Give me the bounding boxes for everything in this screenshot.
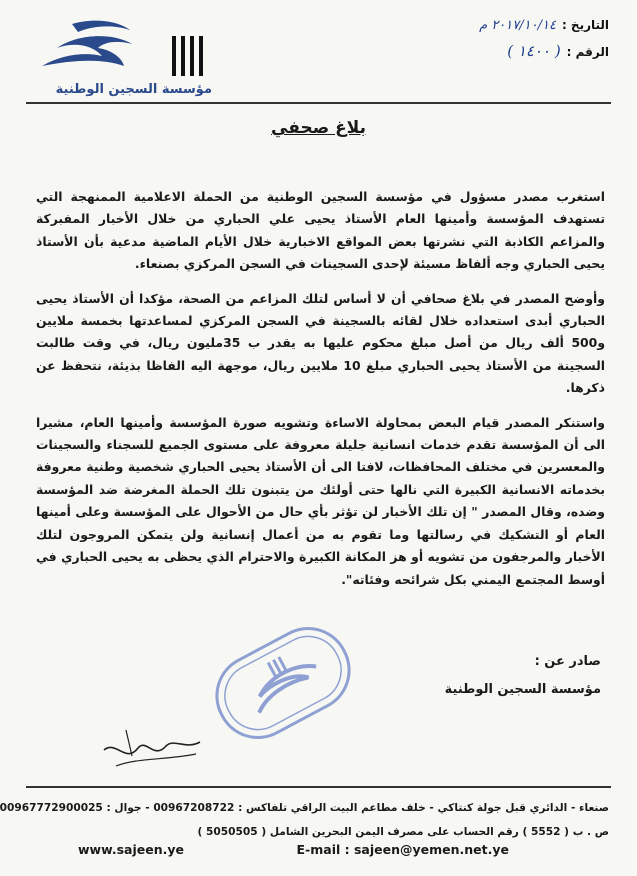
document-title: بلاغ صحفي — [271, 118, 366, 138]
signature — [96, 720, 206, 776]
paragraph: استغرب مصدر مسؤول في مؤسسة السجين الوطنية من الحملة الاعلامية الممنهجة التي تستهدف المؤسسة وأمينها العام الأستاذ يحيى علي الحباري من خلال الأخبار المفبركة والمزاعم الكاذبة التي نشرتها بعض المواقع الاخبارية خلال الأيام الماضية مدعية بأن الأستاذ يحيى الحباري وجه ألفاظ مسيئة لإحدى السجينات في السجن المركزي بصنعاء. — [36, 189, 605, 272]
date-value: ٢٠١٧/١٠/١٤ م — [479, 18, 556, 33]
issuer-name: مؤسسة السجين الوطنية — [444, 682, 601, 697]
ref-value: ( ١٤٠٠ ) — [507, 42, 561, 60]
footer-divider — [26, 786, 611, 788]
logo-swoosh-icon — [32, 14, 142, 84]
date-row — [409, 18, 609, 42]
ref-row — [409, 42, 609, 66]
organization-name: مؤسسة السجين الوطنية — [55, 82, 212, 97]
logo-bars-icon — [172, 36, 212, 76]
footer-email: E-mail : sajeen@yemen.net.ye — [296, 842, 509, 857]
issuer-label: صادر عن : — [534, 654, 601, 669]
letter-meta — [409, 18, 609, 66]
footer-website: www.sajeen.ye — [78, 842, 184, 857]
letterhead-footer — [0, 796, 609, 844]
footer-address: صنعاء - الدائري قبل جولة كنتاكي - خلف مطاعم البيت الراقي تلفاكس : 00967208722 - جوال : 00967772900025 — [0, 802, 609, 814]
paragraph: وأوضح المصدر في بلاغ صحافي أن لا أساس لتلك المزاعم من الصحة، مؤكدا أن الأستاذ يحيى الحباري أبدى استعداده خلال لقائه بالسجينة في السجن المركزي لمساعدتها بخمسة ملايين و500 ألف ريال من أصل مبلغ محكوم عليها به يقدر ب 35مليون ريال، في وقت طالبت السجينة من الأستاذ يحيى الحباري مبلغ 10 ملايين ريال، موجهة اليه الفاظا بذيئة، نتحفظ عن ذكرها. — [36, 290, 606, 396]
date-label: التاريخ : — [561, 18, 609, 32]
issuer-block — [445, 648, 601, 704]
ref-label: الرقم : — [566, 45, 609, 59]
paragraph: واستنكر المصدر قيام البعض بمحاولة الاساءة وتشويه صورة المؤسسة وأمينها العام، مشيرا الى أن المؤسسة تقدم خدمات انسانية جليلة معروفة على مستوى الجميع للسجناء والسجينات والمعسرين في مختلف المحافظات، لافتا الى أن الأستاذ يحيى الحباري شخصية وطنية معروفة بخدماته الانسانية الكبيرة التي نالها حتى أولئك من يتبنون تلك الحملة المغرضة ضد المؤسسة وضده، وقال المصدر " إن تلك الأخبار لن تؤثر بأي حال من الأحوال على المؤسسة وعلى أمينها العام أو التشكيك في رسالتها وما تقوم به من أعمال إنسانية ولن يتمكن المروجون لتلك الأخبار والمرجفون من تشويه أو هز المكانة الكبيرة والاحترام الذي يحظى به يحيى الحباري في أوسط المجتمع اليمني بكل شرائحه وفئاته". — [36, 414, 605, 587]
organization-stamp — [191, 599, 375, 767]
header-divider — [26, 102, 611, 104]
document-body — [36, 186, 605, 603]
organization-logo — [32, 14, 212, 97]
footer-bank-info: ص . ب ( 5552 ) رقم الحساب على مصرف اليمن البحرين الشامل ( 5050505 ) — [197, 826, 609, 838]
